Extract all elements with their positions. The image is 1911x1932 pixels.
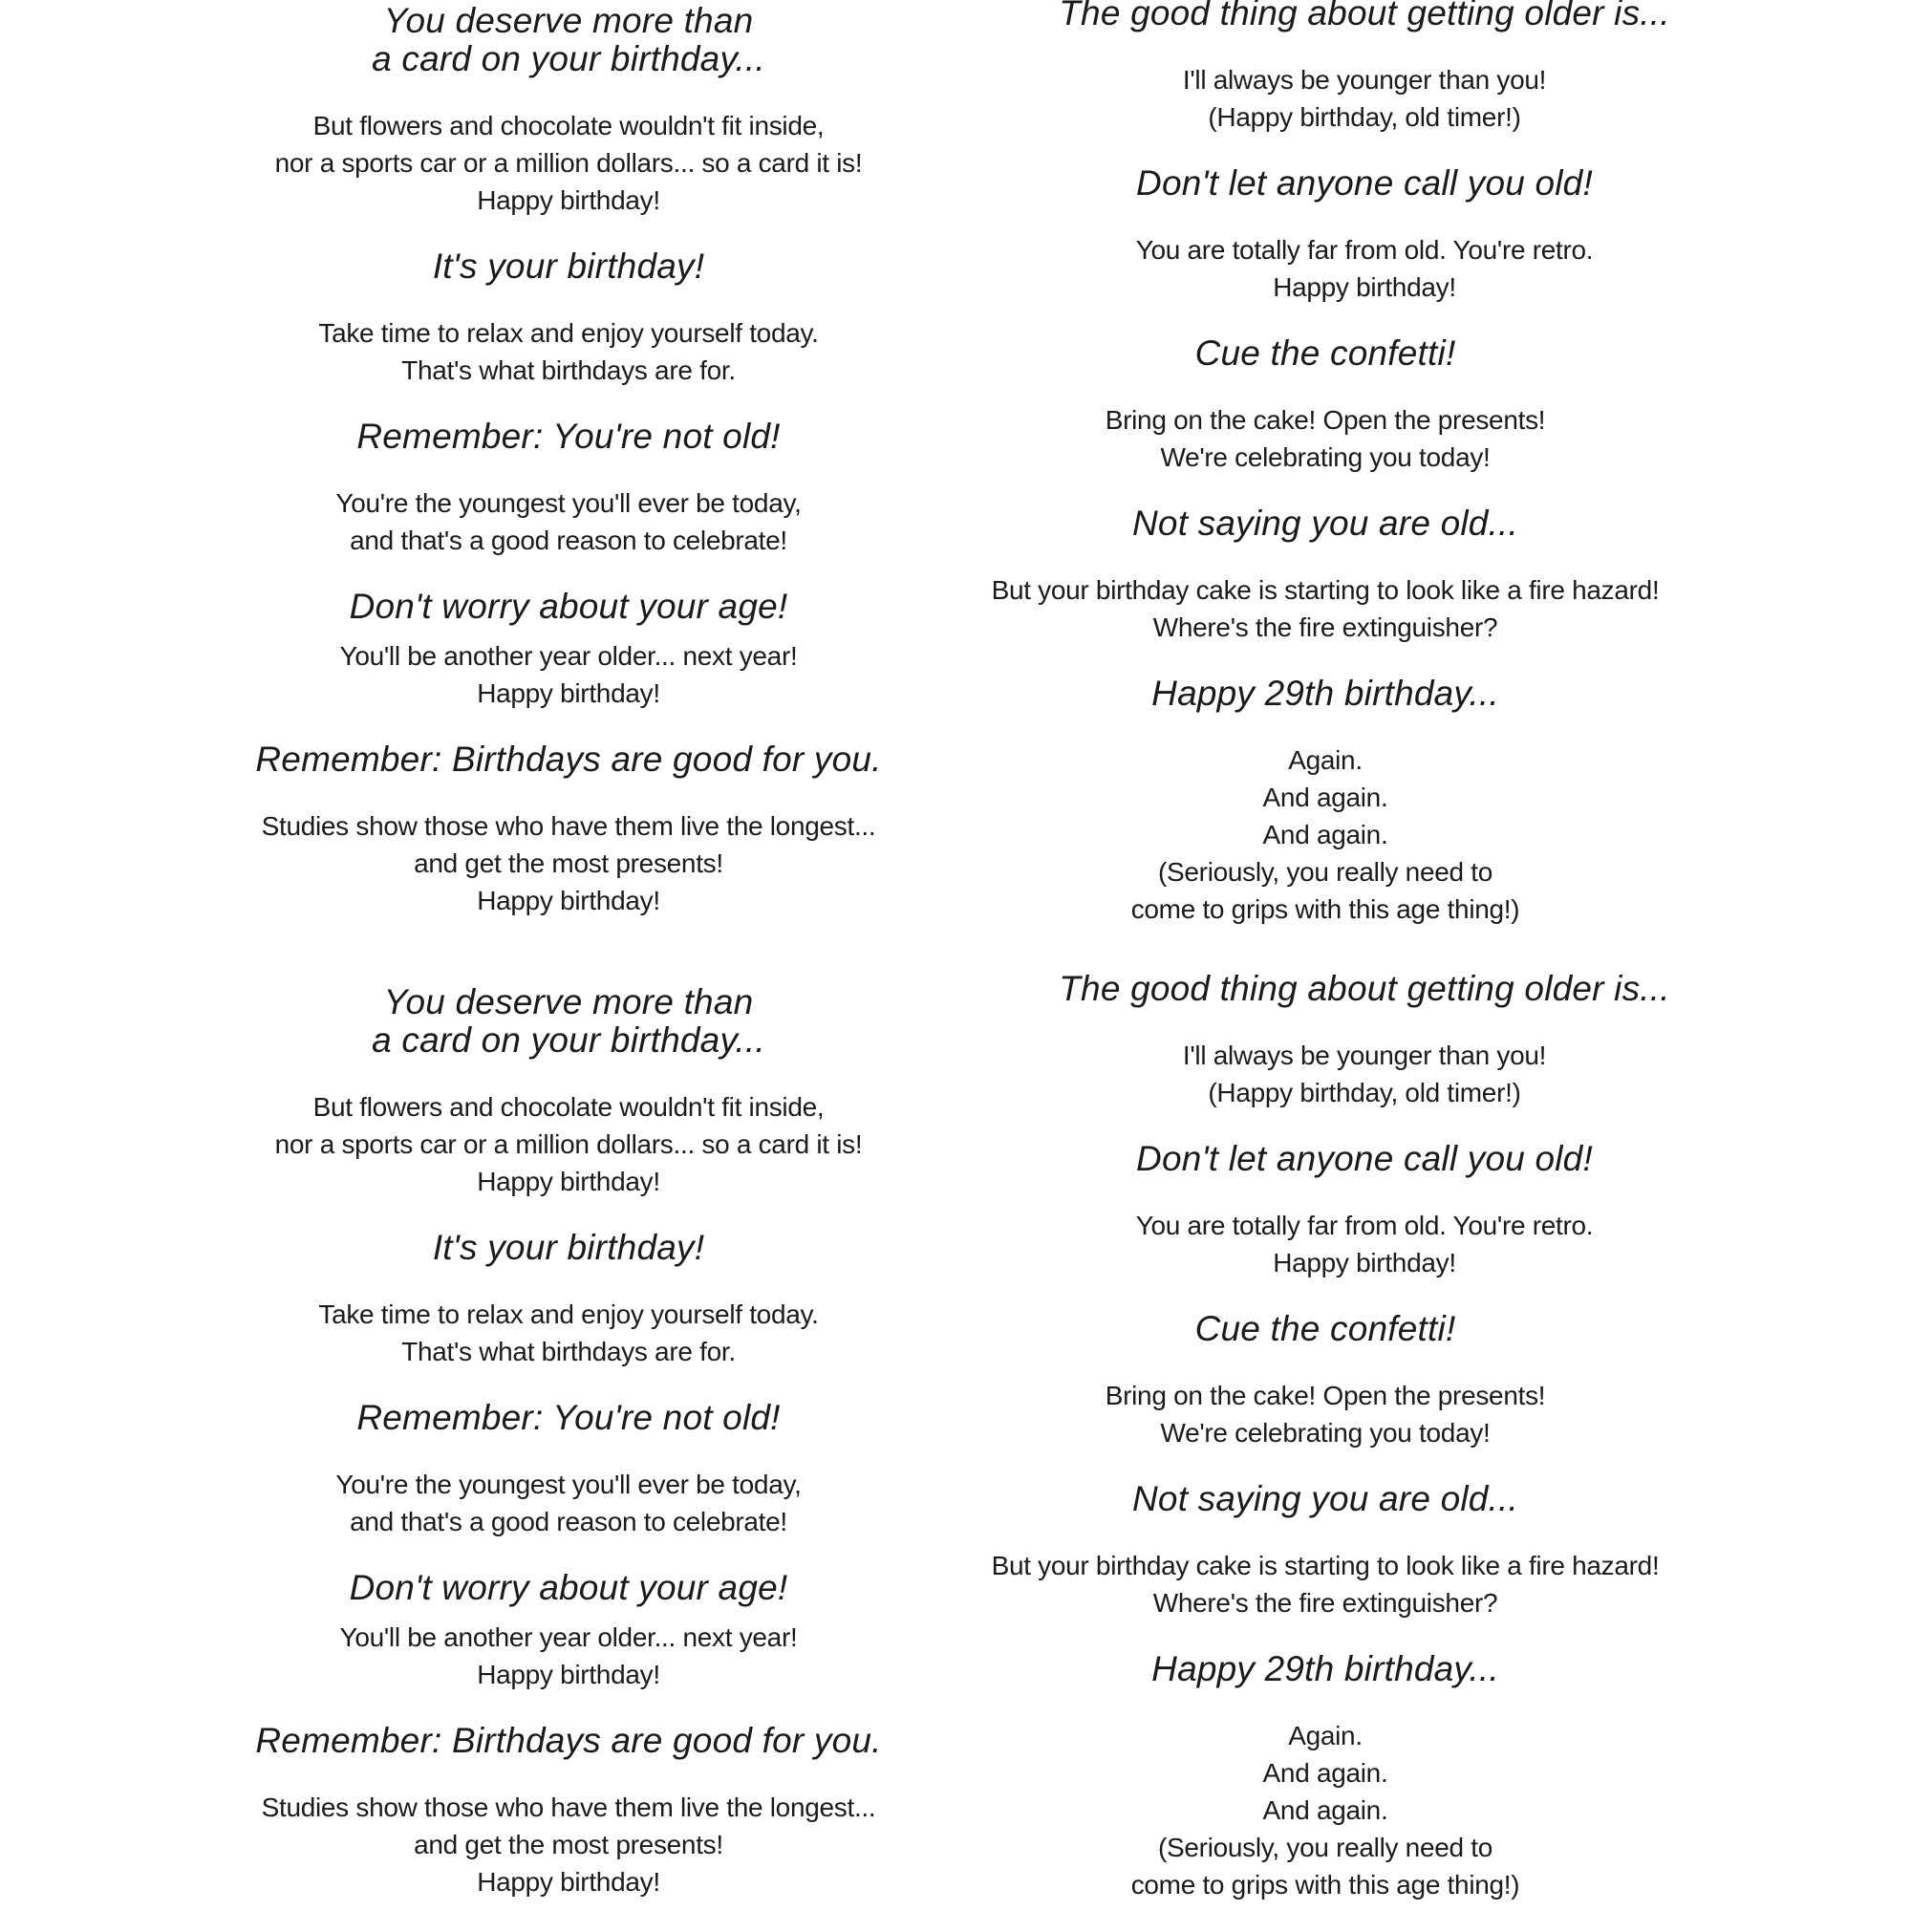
body-line: Happy birthday! [477,678,660,708]
body-line: You're the youngest you'll ever be today, [335,488,802,518]
body-line: That's what birthdays are for. [401,1337,736,1366]
heading-line: Cue the confetti! [1194,1309,1456,1348]
body-line: Bring on the cake! Open the presents! [1105,1381,1546,1410]
body-line: Bring on the cake! Open the presents! [1105,405,1546,435]
heading-line: Remember: You're not old! [356,1398,781,1437]
body-line: nor a sports car or a million dollars... so a card it is! [274,1129,863,1159]
section-body [848,1377,1803,1451]
body-line: You are totally far from old. You're retro. [1135,235,1594,265]
body-line: Take time to relax and enjoy yourself today. [318,1299,819,1329]
sentiment-section [887,164,1842,306]
body-line: You're the youngest you'll ever be today, [335,1470,802,1499]
heading-line: Remember: Birthdays are good for you. [255,740,882,779]
body-line: And again. [1262,783,1388,812]
sentiment-section [848,1480,1803,1621]
heading-line: Don't worry about your age! [349,1568,788,1607]
body-line: Studies show those who have them live the longest... [261,1792,876,1822]
body-line: And again. [1262,1795,1388,1825]
section-heading [887,1140,1842,1178]
body-line: Happy birthday! [1273,1248,1456,1277]
body-line: We're celebrating you today! [1160,442,1491,472]
body-line: Happy birthday! [477,185,660,215]
body-line: Again. [1288,1721,1363,1750]
heading-line: a card on your birthday... [372,39,765,78]
heading-line: Don't worry about your age! [349,587,788,626]
body-line: and that's a good reason to celebrate! [350,526,787,555]
body-line: nor a sports car or a million dollars... so a card it is! [274,148,863,178]
body-line: (Happy birthday, old timer!) [1208,102,1521,132]
body-line: You'll be another year older... next year! [339,641,798,671]
sentiment-section [848,675,1803,928]
body-line: You are totally far from old. You're retro. [1135,1211,1594,1240]
section-body [887,1037,1842,1111]
sentiment-section [848,334,1803,476]
heading-line: You deserve more than [383,1,754,40]
section-heading [848,504,1803,543]
section-body [887,61,1842,136]
heading-line: Don't let anyone call you old! [1136,1139,1593,1178]
heading-line: a card on your birthday... [372,1020,765,1060]
body-line: Take time to relax and enjoy yourself today. [318,318,819,348]
section-heading [848,334,1803,373]
body-line: Happy birthday! [477,1660,660,1689]
section-heading [848,675,1803,713]
section-body [848,401,1803,476]
body-line: and get the most presents! [414,1830,723,1859]
heading-line: Don't let anyone call you old! [1136,163,1593,203]
body-line: You'll be another year older... next year! [339,1622,798,1652]
section-heading [848,1310,1803,1348]
sentiment-section [848,1650,1803,1903]
heading-line: Happy 29th birthday... [1151,1649,1499,1688]
section-body [848,741,1803,928]
heading-line: It's your birthday! [432,1228,705,1267]
body-line: But flowers and chocolate wouldn't fit inside, [312,1092,825,1122]
body-line: Where's the fire extinguisher? [1152,1588,1498,1618]
section-body [887,1207,1842,1281]
heading-line: The good thing about getting older is... [1059,0,1670,32]
heading-line: Happy 29th birthday... [1151,674,1499,713]
section-body [848,1717,1803,1903]
body-line: and that's a good reason to celebrate! [350,1507,787,1536]
set-gap [848,956,1803,970]
body-line: come to grips with this age thing!) [1130,1870,1520,1900]
body-line: That's what birthdays are for. [401,355,736,385]
body-line: Happy birthday! [1273,272,1456,302]
heading-line: Not saying you are old... [1132,504,1518,543]
sentiment-section [848,504,1803,646]
body-line: I'll always be younger than you! [1182,1041,1547,1070]
sentiment-section [887,0,1842,136]
body-line: (Happy birthday, old timer!) [1208,1078,1521,1107]
section-body [848,571,1803,646]
body-line: And again. [1262,1758,1388,1788]
section-heading [887,970,1842,1008]
heading-line: You deserve more than [383,982,754,1021]
right-column [848,0,1803,1932]
sentiment-section [887,970,1842,1111]
heading-line: Not saying you are old... [1132,1479,1518,1518]
heading-line: It's your birthday! [432,247,705,286]
body-line: (Seriously, you really need to [1158,857,1492,887]
body-line: And again. [1262,820,1388,849]
sentiment-section [887,1140,1842,1281]
body-line: (Seriously, you really need to [1158,1833,1492,1862]
section-body [887,231,1842,306]
body-line: Happy birthday! [477,1167,660,1196]
body-line: I'll always be younger than you! [1182,65,1547,95]
body-line: Studies show those who have them live the longest... [261,811,876,841]
section-heading [887,164,1842,203]
heading-line: Remember: Birthdays are good for you. [255,1721,882,1760]
body-line: Happy birthday! [477,1867,660,1897]
body-line: We're celebrating you today! [1160,1418,1491,1448]
body-line: and get the most presents! [414,848,723,878]
body-line: Happy birthday! [477,886,660,915]
body-line: But your birthday cake is starting to look like a fire hazard! [991,575,1660,605]
section-heading [887,0,1842,32]
sentiment-section [848,1310,1803,1451]
body-line: Where's the fire extinguisher? [1152,612,1498,642]
heading-line: Remember: You're not old! [356,417,781,456]
section-heading [848,1650,1803,1688]
section-heading [848,1480,1803,1518]
body-line: Again. [1288,745,1363,775]
body-line: But flowers and chocolate wouldn't fit inside, [312,111,825,140]
heading-line: Cue the confetti! [1194,333,1456,373]
section-body [848,1547,1803,1621]
body-line: But your birthday cake is starting to look like a fire hazard! [991,1551,1660,1580]
heading-line: The good thing about getting older is... [1059,969,1670,1008]
body-line: come to grips with this age thing!) [1130,894,1520,924]
